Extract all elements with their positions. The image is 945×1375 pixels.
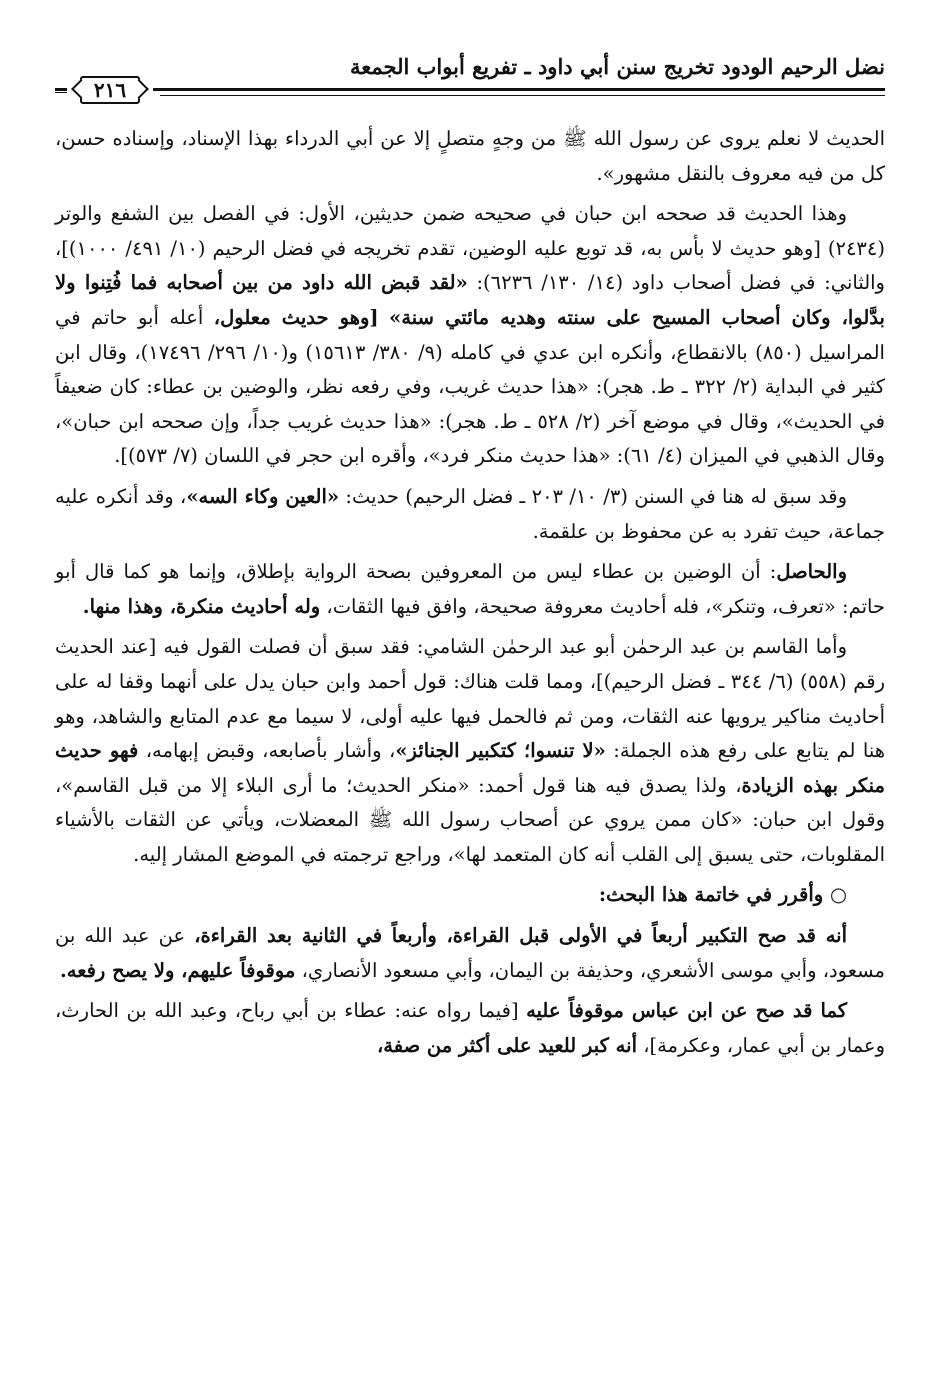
text-segment: وقد سبق له هنا في السنن (٣/ ١٠/ ٢٠٣ ـ فضل الرحيم) حديث:	[339, 484, 847, 508]
bold-text-segment: موقوفاً عليهم، ولا يصح رفعه.	[59, 958, 296, 982]
paragraph	[55, 878, 885, 913]
text-segment: : أن الوضين بن عطاء ليس من المعروفين بصحة الرواية بإطلاق، وإنما هو كما قال أبو حاتم: «تعرف، وتنكر»، فله أحاديث معروفة صحيحة، وافق فيها الثقات،	[55, 560, 885, 618]
text-segment: وهذا الحديث قد صححه ابن حبان في صحيحه ضمن حديثين، الأول: في الفصل بين الشفع والوتر (٢٤٣٤) [وهو حديث لا بأس به، قد توبع عليه الوضين، تقدم تخريجه في فضل الرحيم (١٠/ ٤٩١/ ١٠٠٠)]، والثاني: في فضل أصحاب داود (١٤/ ١٣٠/ ٦٢٣٦):	[55, 202, 885, 295]
paragraph	[55, 197, 885, 474]
text-segment: ، ولذا يصدق فيه هنا قول أحمد: «منكر الحديث؛ ما أرى البلاء إلا من قبل القاسم»، وقول ابن حبان: «كان ممن يروي عن أصحاب رسول الله ﷺ المعضلات، ويأتي عن الثقات بالأشياء المقلوبات، حتى يسبق إلى القلب أنه كان المتعمد لها»، وراجع ترجمته في الموضع المشار إليه.	[55, 773, 885, 866]
header-title: نضل الرحيم الودود تخريج سنن أبي داود ـ تفريع أبواب الجمعة	[350, 54, 885, 79]
bold-text-segment: كما قد صح عن ابن عباس موقوفاً عليه	[526, 999, 848, 1023]
bold-text-segment: والحاصل	[776, 560, 847, 584]
bold-text-segment: وله أحاديث منكرة، وهذا منها.	[82, 594, 321, 618]
running-header	[55, 48, 885, 114]
bold-text-segment: ○ وأقرر في خاتمة هذا البحث:	[598, 883, 847, 907]
page-number-frame	[67, 75, 153, 105]
text-segment: ، وأشار بأصابعه، وقبض إبهامه،	[138, 739, 396, 763]
body-text	[55, 122, 885, 1063]
bold-text-segment: «لا تنسوا؛ كتكبير الجنائز»	[395, 739, 606, 763]
text-segment: أعله أبو حاتم في المراسيل (٨٥٠) بالانقطاع، وأنكره ابن عدي في كامله (٩/ ٣٨٠/ ١٥٦١٣) و(١٠/ ٢٩٦/ ١٧٤٩٦)، وقال ابن كثير في البداية (٢/ ٣٢٢ ـ ط. هجر): «هذا حديث غريب، وفي رفعه نظر، والوضين بن عطاء: كان ضعيفاً في الحديث»، وقال في موضع آخر (٢/ ٥٢٨ ـ ط. هجر): «هذا حديث غريب جداً، وإن صححه ابن حبان»، وقال الذهبي في الميزان (٤/ ٦١): «هذا حديث منكر فرد»، وأقره ابن حجر في اللسان (٧/ ٥٧٣)].	[55, 305, 886, 468]
paragraph	[55, 555, 885, 624]
paragraph	[55, 630, 885, 872]
text-segment: عن عبد الله بن مسعود، وأبي موسى الأشعري، وحذيفة بن اليمان، وأبي مسعود الأنصاري،	[55, 924, 885, 982]
bold-text-segment: «لقد قبض الله داود من بين أصحابه فما فُتِنوا ولا بدَّلوا، وكان أصحاب المسيح على سنته وهديه مائتي سنة»	[55, 271, 885, 329]
text-segment: [فيما رواه عنه: عطاء بن أبي رباح، وعبد الله بن الحارث، وعمار بن أبي عمار، وعكرمة]،	[55, 999, 885, 1057]
bold-text-segment: «العين وكاء السه»	[186, 484, 340, 508]
bold-text-segment: فهو حديث منكر بهذه الزيادة	[55, 739, 885, 797]
paragraph	[55, 122, 885, 191]
header-rule	[55, 88, 885, 91]
paragraph	[55, 480, 885, 549]
text-segment	[379, 306, 389, 329]
bold-text-segment: أنه قد صح التكبير أربعاً في الأولى قبل القراءة، وأربعاً في الثانية بعد القراءة،	[194, 924, 847, 948]
bold-text-segment: [وهو حديث معلول،	[213, 305, 379, 329]
header-rule-end	[55, 90, 67, 93]
header-rule-thin	[160, 95, 885, 96]
text-segment: ، وقد أنكره عليه جماعة، حيث تفرد به عن محفوظ بن علقمة.	[55, 484, 885, 543]
page-number: ٢١٦	[80, 76, 140, 104]
paragraph	[55, 994, 885, 1063]
paragraph	[55, 919, 885, 988]
text-segment: الحديث لا نعلم يروى عن رسول الله ﷺ من وجهٍ متصلٍ إلا عن أبي الدرداء بهذا الإسناد، وإسناده حسن، كل من فيه معروف بالنقل مشهور».	[55, 127, 885, 185]
text-segment: وأما القاسم بن عبد الرحمٰن أبو عبد الرحمٰن الشامي: فقد سبق أن فصلت القول فيه [عند الحديث رقم (٥٥٨) (٦/ ٣٤٤ ـ فضل الرحيم)]، ومما قلت هناك: قول أحمد وابن حبان يدل على أنهما وقفا له على أحاديث مناكير يرويها عنه الثقات، ومن ثم فالحمل فيها عليه أولى، لا سيما مع عدم المتابع والشاهد، وهو هنا لم يتابع على رفع هذه الجملة:	[55, 635, 885, 763]
book-page	[55, 48, 885, 1348]
bold-text-segment: أنه كبر للعيد على أكثر من صفة،	[376, 1033, 637, 1057]
